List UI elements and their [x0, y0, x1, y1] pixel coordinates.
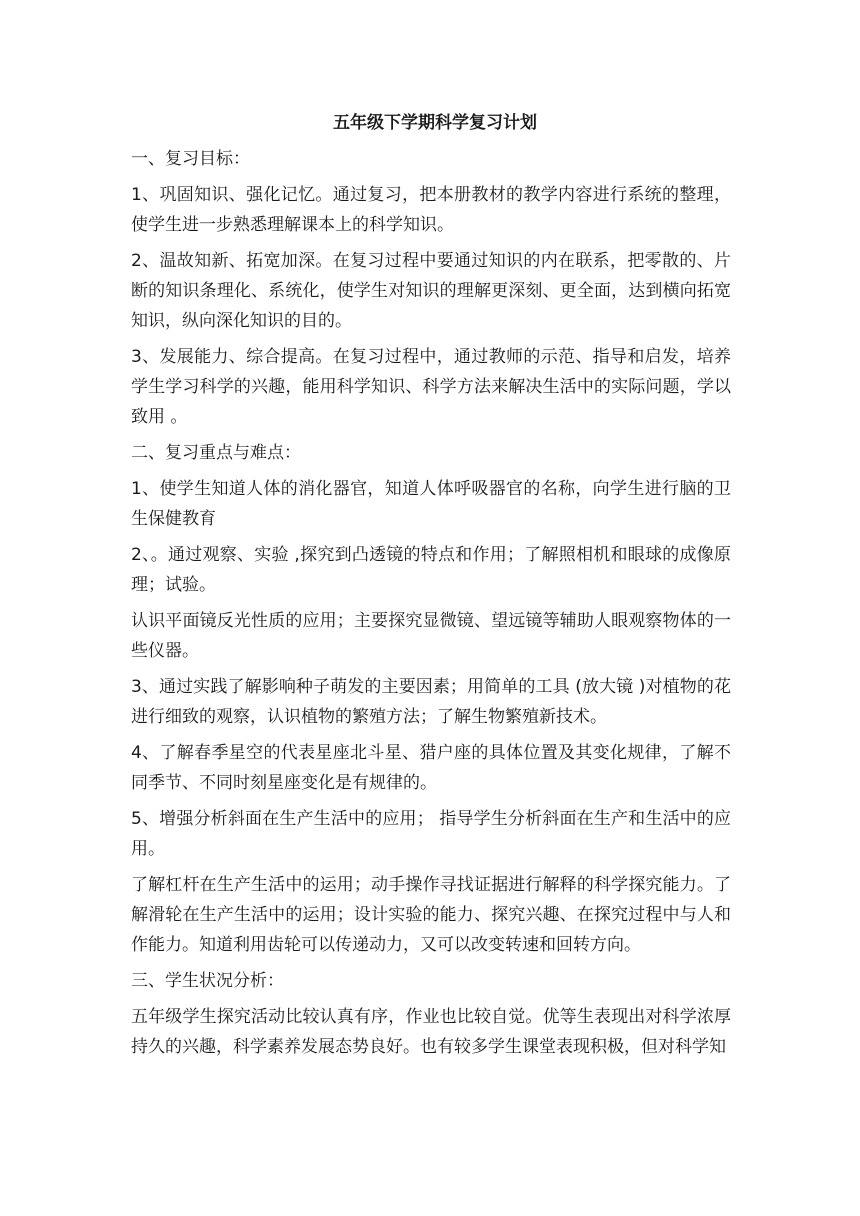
paragraph: 2、。通过观察、实验 ,探究到凸透镜的特点和作用；了解照相机和眼球的成像原理；试验。 — [131, 545, 731, 595]
section-heading-student-analysis: 三、学生状况分析： — [131, 971, 284, 991]
paragraph: 3、通过实践了解影响种子萌发的主要因素；用简单的工具 (放大镜 )对植物的花进行细致的观察，认识植物的繁殖方法；了解生物繁殖新技术。 — [131, 677, 731, 727]
paragraph: 了解杠杆在生产生活中的运用；动手操作寻找证据进行解释的科学探究能力。了解滑轮在生产生活中的运用；设计实验的能力、探究兴趣、在探究过程中与人和作能力。知道利用齿轮可以传递动力，又可以改变转速和回转方向。 — [131, 875, 731, 955]
paragraph: 认识平面镜反光性质的应用；主要探究显微镜、望远镜等辅助人眼观察物体的一些仪器。 — [131, 611, 731, 661]
paragraph: 4、了解春季星空的代表星座北斗星、猎户座的具体位置及其变化规律，了解不同季节、不同时刻星座变化是有规律的。 — [131, 743, 731, 793]
section-heading-key-points: 二、复习重点与难点： — [131, 443, 301, 463]
paragraph: 1、巩固知识、强化记忆。通过复习，把本册教材的教学内容进行系统的整理，使学生进一步熟悉理解课本上的科学知识。 — [131, 185, 731, 235]
paragraph: 1、使学生知道人体的消化器官，知道人体呼吸器官的名称，向学生进行脑的卫生保健教育 — [131, 479, 731, 529]
paragraph: 五年级学生探究活动比较认真有序，作业也比较自觉。优等生表现出对科学浓厚持久的兴趣，科学素养发展态势良好。也有较多学生课堂表现积极，但对科学知 — [131, 1007, 731, 1057]
paragraph: 5、增强分析斜面在生产生活中的应用； 指导学生分析斜面在生产和生活中的应用。 — [131, 809, 731, 859]
document-body — [131, 108, 731, 1068]
document-title: 五年级下学期科学复习计划 — [333, 113, 537, 133]
section-heading-goals: 一、复习目标： — [131, 149, 250, 169]
paragraph: 2、温故知新、拓宽加深。在复习过程中要通过知识的内在联系，把零散的、片断的知识条理化、系统化，使学生对知识的理解更深刻、更全面，达到横向拓宽知识，纵向深化知识的目的。 — [131, 251, 731, 331]
paragraph: 3、发展能力、综合提高。在复习过程中，通过教师的示范、指导和启发，培养学生学习科学的兴趣，能用科学知识、科学方法来解决生活中的实际问题，学以致用 。 — [131, 347, 731, 427]
